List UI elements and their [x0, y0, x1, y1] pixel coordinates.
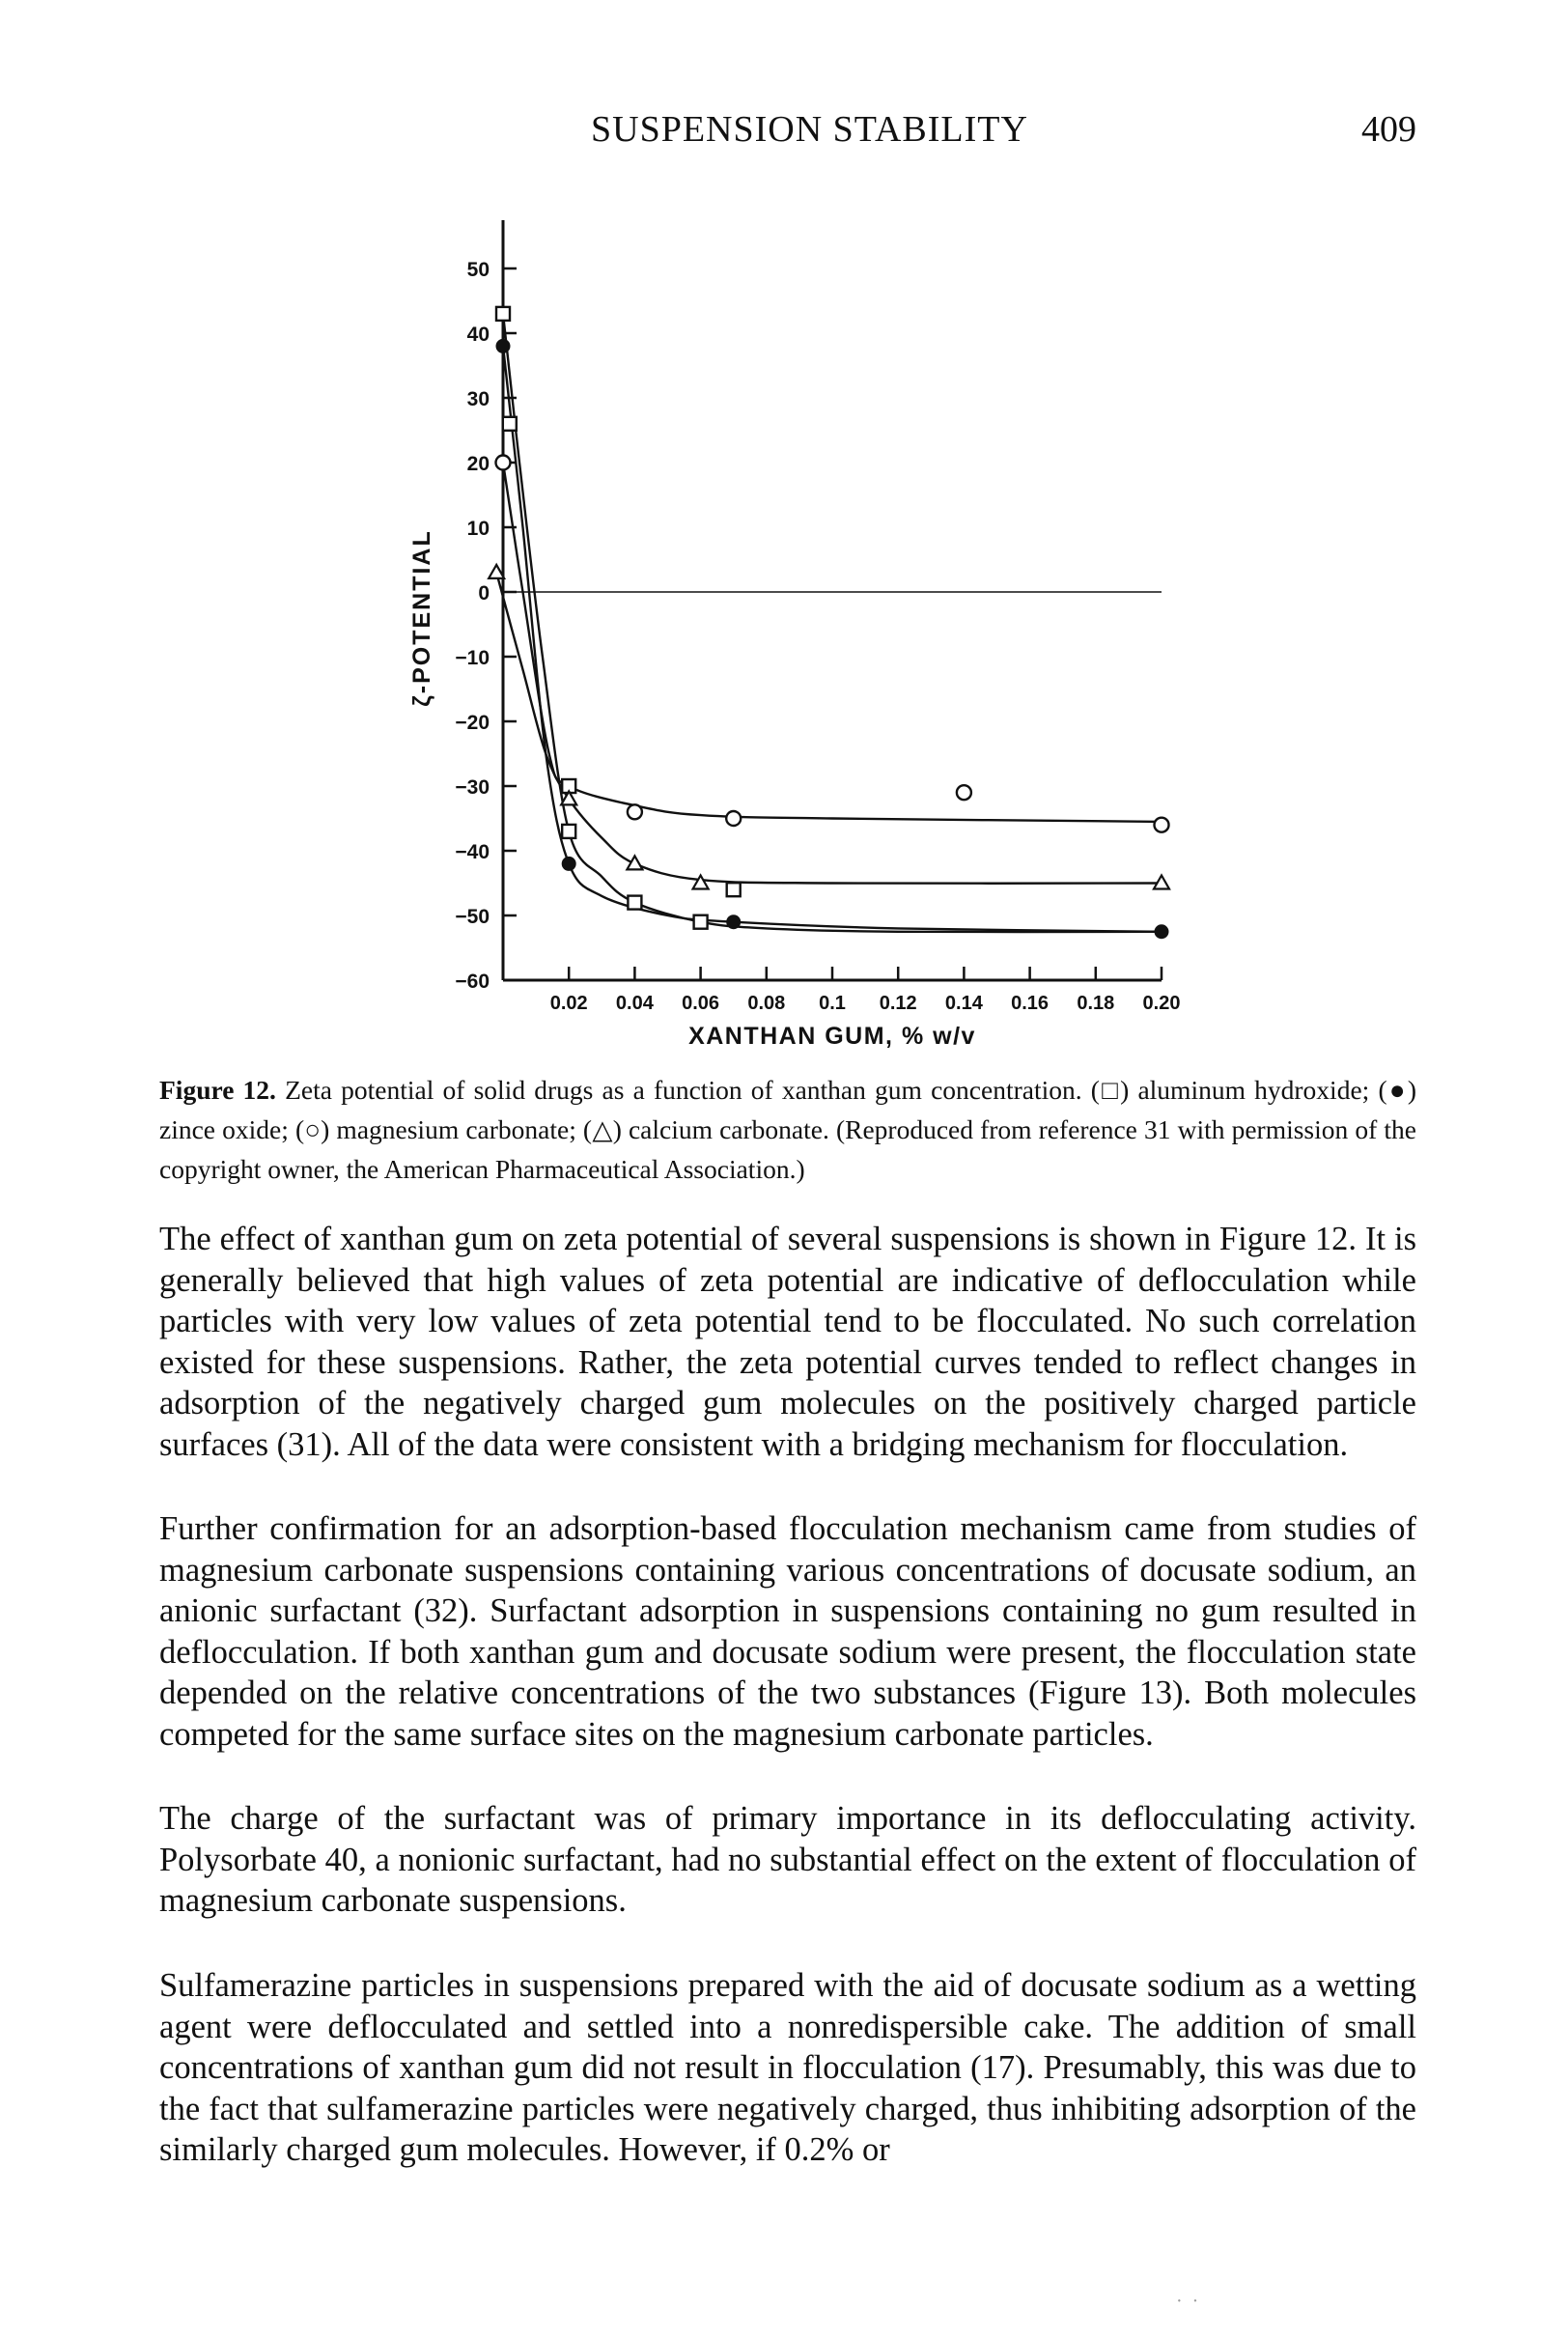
paragraph-3: The charge of the surfactant was of primary importance in its deflocculating activity. Polysorbate 40, a nonionic surfactant, had no substantial effect on the extent of flocculation of magnesium carbonate suspensions.: [159, 1800, 1416, 1919]
x-tick-label: 0.02: [549, 993, 588, 1014]
point-aluminum-hydroxide: [503, 417, 517, 431]
curve-calcium-carbonate: [496, 573, 1162, 884]
y-tick-label: 0: [478, 582, 490, 605]
point-aluminum-hydroxide: [727, 883, 741, 896]
y-tick-label: −30: [455, 776, 490, 799]
chart-ticks: [503, 268, 1162, 980]
point-magnesium-carbonate: [1155, 818, 1169, 832]
point-aluminum-hydroxide: [694, 915, 708, 929]
x-tick-label: 0.12: [879, 993, 917, 1014]
y-tick-label: −10: [455, 647, 490, 669]
y-tick-label: 20: [466, 453, 490, 475]
paragraph-1: The effect of xanthan gum on zeta potential of several suspensions is shown in Figure 12. It is generally believed that high values of zeta potential are indicative of deflocculation while particles with very low values of zeta potential tend to be flocculated. No such correlation existed for these suspensions. Rather, the zeta potential curves tended to reflect changes in adsorption of the negatively charged gum molecules on the positively charged particle surfaces (31). All of the data were consistent with a bridging mechanism for flocculation.: [159, 1221, 1416, 1463]
point-aluminum-hydroxide: [496, 307, 510, 321]
x-tick-label: 0.20: [1142, 993, 1181, 1014]
point-aluminum-hydroxide: [628, 896, 641, 910]
x-tick-label: 0.1: [819, 993, 846, 1014]
y-tick-label: −50: [455, 906, 490, 928]
x-tick-label: 0.06: [682, 993, 720, 1014]
y-axis-title: ζ-POTENTIAL: [408, 529, 435, 707]
curve-zince-oxide: [503, 346, 1162, 931]
triangle-symbol: △: [592, 1114, 613, 1144]
point-magnesium-carbonate: [726, 811, 741, 826]
open-circle-symbol: ○: [304, 1114, 322, 1144]
curve-magnesium-carbonate: [503, 463, 1162, 822]
chart-axes: [503, 220, 1162, 980]
chart-markers: [489, 307, 1169, 939]
x-tick-label: 0.14: [944, 993, 983, 1014]
caption-text-3: ) zince oxide; (: [159, 1075, 1416, 1144]
running-title: SUSPENSION STABILITY: [591, 109, 1028, 150]
point-zince-oxide: [726, 915, 741, 929]
point-magnesium-carbonate: [957, 785, 971, 800]
x-tick-label: 0.18: [1077, 993, 1115, 1014]
point-aluminum-hydroxide: [562, 825, 575, 838]
y-tick-label: −20: [455, 712, 490, 734]
point-calcium-carbonate: [693, 876, 709, 889]
point-zince-oxide: [1155, 924, 1169, 939]
figure-label: Figure 12.: [159, 1075, 276, 1105]
point-zince-oxide: [562, 857, 576, 871]
page-number: 409: [1361, 109, 1416, 150]
y-tick-label: −60: [455, 971, 490, 993]
figure-caption: [159, 1070, 1416, 1189]
paragraph-4: Sulfamerazine particles in suspensions prepared with the aid of docusate sodium as a wetting agent were deflocculated and settled into a nonredispersible cake. The addition of small concentrations of xanthan gum did not result in flocculation (17). Presumably, this was due to the fact that sulfamerazine particles were negatively charged, thus inhibiting adsorption of the similarly charged gum molecules. However, if 0.2% or: [159, 1967, 1416, 2168]
square-symbol: □: [1099, 1075, 1121, 1105]
x-tick-label: 0.16: [1011, 993, 1050, 1014]
point-magnesium-carbonate: [628, 804, 642, 819]
y-tick-label: 50: [466, 259, 490, 281]
point-calcium-carbonate: [627, 856, 642, 869]
point-magnesium-carbonate: [496, 456, 511, 470]
x-tick-label: 0.08: [747, 993, 786, 1014]
point-zince-oxide: [496, 339, 511, 353]
x-tick-label: 0.04: [615, 993, 654, 1014]
caption-text-1: Zeta potential of solid drugs as a function of xanthan gum concentration. (: [285, 1075, 1100, 1105]
y-tick-label: 40: [466, 324, 490, 346]
caption-text-4: ) magnesium carbonate; (: [321, 1114, 593, 1144]
paragraph-2: Further confirmation for an adsorption-based flocculation mechanism came from studies of magnesium carbonate suspensions containing various concentrations of docusate sodium, an anionic surfactant (32). Surfactant adsorption in suspensions containing no gum resulted in deflocculation. If both xanthan gum and docusate sodium were present, the flocculation state depended on the relative concentrations of the two substances (Figure 13). Both molecules competed for the same surface sites on the magnesium carbonate particles.: [159, 1510, 1416, 1753]
x-axis-title: XANTHAN GUM, % w/v: [688, 1023, 976, 1050]
filled-circle-symbol: ●: [1386, 1075, 1408, 1105]
caption-text-2: ) aluminum hydroxide; (: [1120, 1075, 1387, 1105]
y-tick-label: −40: [455, 841, 490, 863]
y-tick-label: 30: [466, 388, 490, 410]
y-tick-label: 10: [466, 518, 490, 540]
caption-text-5: ) calcium carbonate. (Reproduced from reference 31 with permission of the copyright owner, the American Pharmaceutical Association.): [159, 1114, 1416, 1184]
stray-mark: · ·: [1176, 2291, 1199, 2312]
zeta-potential-figure: [0, 0, 1568, 1062]
chart-curves: [496, 314, 1162, 932]
